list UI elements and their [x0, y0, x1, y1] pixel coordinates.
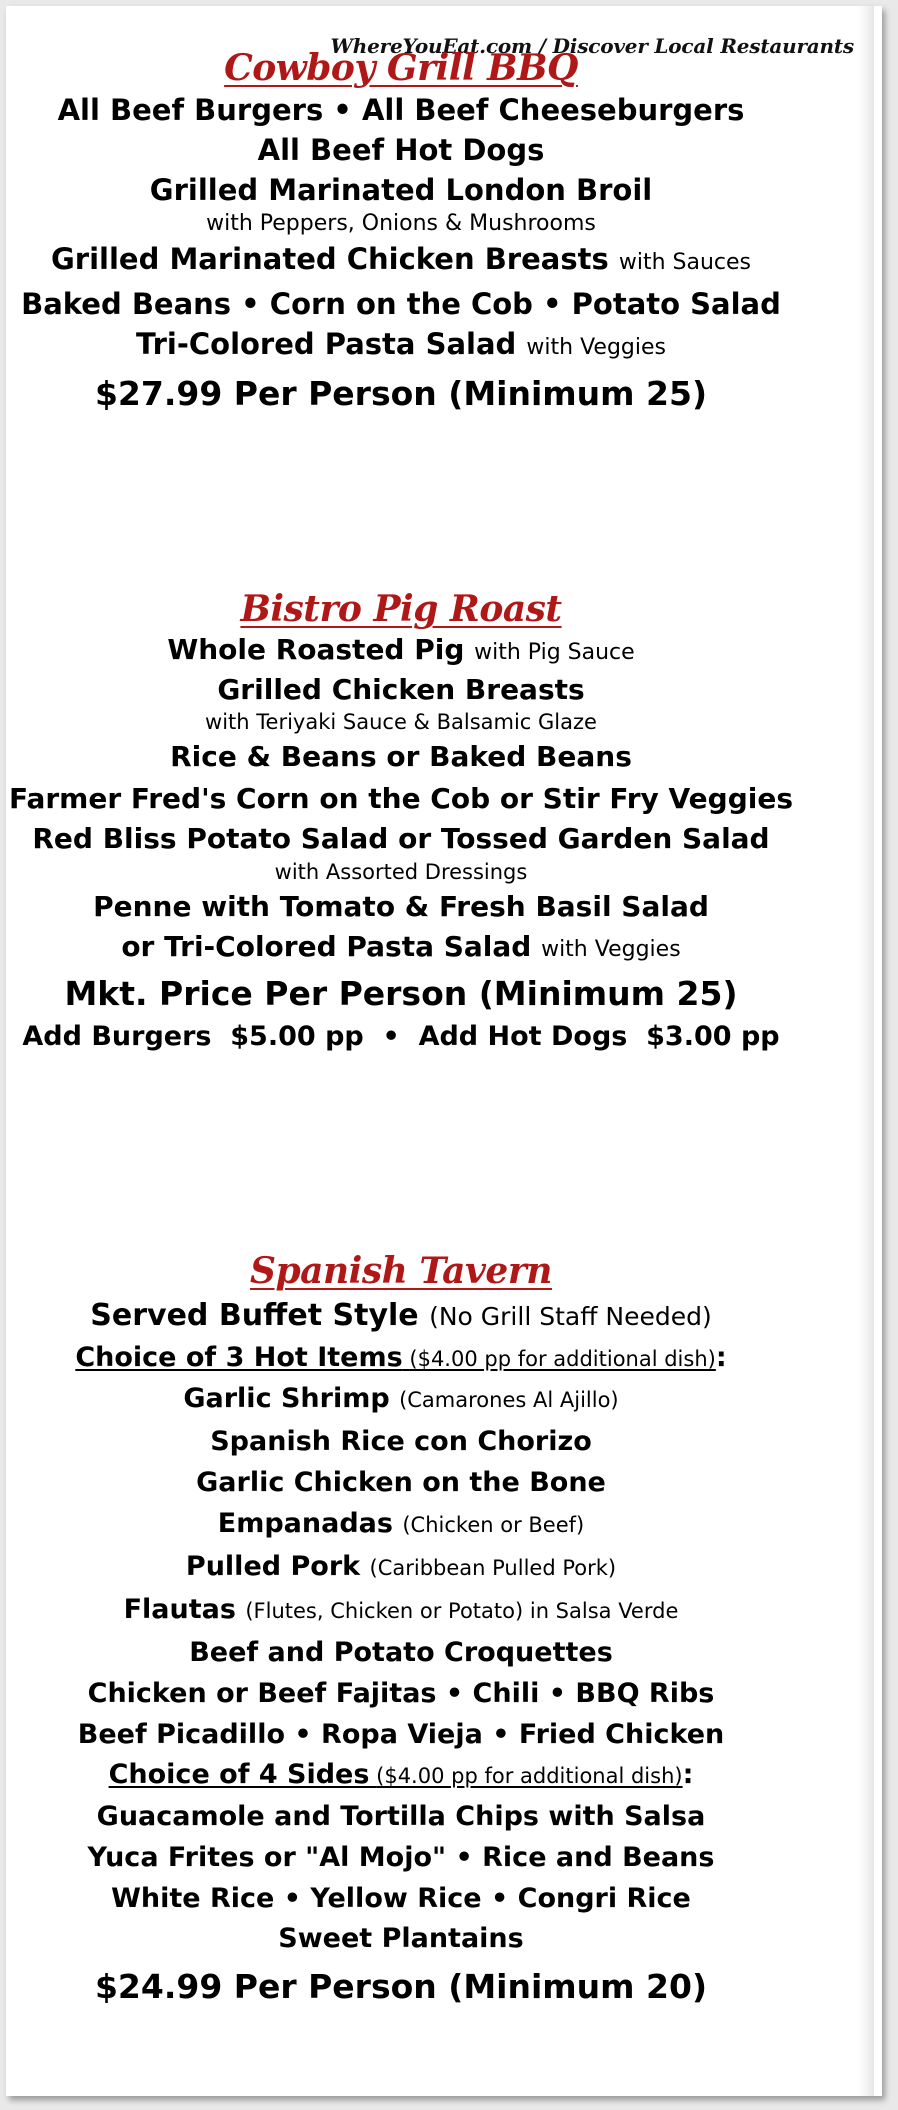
- item-name: or Tri-Colored Pasta Salad: [121, 930, 532, 963]
- item-note: with Veggies: [541, 937, 681, 962]
- item-name: Pulled Pork: [185, 1551, 361, 1582]
- menu-line: White Rice • Yellow Rice • Congri Rice: [111, 1883, 691, 1914]
- item-name: Whole Roasted Pig: [167, 633, 465, 666]
- site-watermark: WhereYouEat.com / Discover Local Restaurants: [330, 34, 854, 58]
- section-price: Mkt. Price Per Person (Minimum 25): [64, 974, 738, 1013]
- item-note: (Chicken or Beef): [402, 1513, 585, 1537]
- menu-line: [6, 1546, 796, 1589]
- menu-line: Sweet Plantains: [278, 1923, 524, 1954]
- bistro-pig-roast-section: [6, 586, 796, 1054]
- heading-note: ($4.00 pp for additional dish): [376, 1764, 683, 1788]
- menu-line: All Beef Burgers • All Beef Cheeseburgers: [57, 93, 745, 127]
- menu-line: All Beef Hot Dogs: [257, 133, 545, 167]
- menu-line: Guacamole and Tortilla Chips with Salsa: [96, 1801, 706, 1832]
- heading-note: ($4.00 pp for additional dish): [409, 1347, 716, 1371]
- heading-text: Choice of 4 Sides: [108, 1759, 370, 1790]
- cowboy-grill-section: [6, 46, 796, 420]
- item-name: Flautas: [123, 1594, 236, 1625]
- menu-line: Grilled Chicken Breasts: [217, 673, 585, 706]
- menu-line: [6, 1378, 796, 1421]
- item-note: (No Grill Staff Needed): [429, 1302, 712, 1331]
- menu-line: [6, 238, 796, 284]
- menu-line: [6, 1294, 796, 1339]
- item-note: with Sauces: [618, 250, 751, 275]
- item-name: Empanadas: [217, 1508, 393, 1539]
- item-note: (Camarones Al Ajillo): [399, 1388, 619, 1412]
- item-name: Grilled Marinated Chicken Breasts: [51, 242, 609, 276]
- item-name: Garlic Shrimp: [183, 1383, 390, 1414]
- section-price: $27.99 Per Person (Minimum 25): [94, 374, 708, 413]
- menu-line: [6, 632, 796, 671]
- menu-line: Baked Beans • Corn on the Cob • Potato Salad: [21, 287, 781, 321]
- section-title: Cowboy Grill BBQ: [224, 47, 578, 89]
- menu-line: [6, 1503, 796, 1546]
- spanish-tavern-section: [6, 1248, 796, 2015]
- menu-page: [6, 6, 882, 2096]
- menu-line: Spanish Rice con Chorizo: [210, 1426, 592, 1457]
- menu-line: [6, 929, 796, 968]
- menu-line: Yuca Frites or "Al Mojo" • Rice and Beans: [87, 1842, 715, 1873]
- item-note: (Flutes, Chicken or Potato) in Salsa Verde: [245, 1599, 679, 1623]
- menu-line: Rice & Beans or Baked Beans: [170, 740, 632, 773]
- menu-subline: with Teriyaki Sauce & Balsamic Glaze: [205, 710, 597, 734]
- menu-line: [6, 324, 796, 368]
- menu-line: Beef and Potato Croquettes: [189, 1637, 613, 1668]
- section-title: Spanish Tavern: [250, 1250, 552, 1292]
- heading-text: Choice of 3 Hot Items: [75, 1342, 403, 1373]
- menu-line: Grilled Marinated London Broil: [149, 173, 653, 207]
- item-name: Served Buffet Style: [90, 1298, 419, 1333]
- item-note: (Caribbean Pulled Pork): [369, 1556, 617, 1580]
- item-note: with Pig Sauce: [474, 640, 635, 665]
- sides-heading: [6, 1755, 796, 1796]
- menu-line: Garlic Chicken on the Bone: [196, 1467, 606, 1498]
- menu-line: Penne with Tomato & Fresh Basil Salad: [93, 890, 709, 923]
- menu-subline: with Peppers, Onions & Mushrooms: [206, 211, 596, 236]
- page-edge: [858, 6, 874, 2096]
- item-name: Tri-Colored Pasta Salad: [135, 327, 517, 361]
- item-note: with Veggies: [526, 335, 667, 360]
- menu-line: Farmer Fred's Corn on the Cob or Stir Fry Veggies: [8, 782, 793, 815]
- heading-colon: :: [682, 1759, 694, 1790]
- menu-subline: with Assorted Dressings: [274, 860, 528, 884]
- addons-line: Add Burgers $5.00 pp • Add Hot Dogs $3.00 pp: [22, 1021, 780, 1052]
- menu-line: Chicken or Beef Fajitas • Chili • BBQ Ribs: [87, 1678, 715, 1709]
- section-price: $24.99 Per Person (Minimum 20): [94, 1967, 708, 2006]
- menu-line: [6, 1589, 796, 1632]
- menu-line: Red Bliss Potato Salad or Tossed Garden Salad: [32, 822, 770, 855]
- menu-line: Beef Picadillo • Ropa Vieja • Fried Chicken: [77, 1719, 725, 1750]
- section-title: Bistro Pig Roast: [240, 588, 562, 630]
- hot-items-heading: [6, 1339, 796, 1378]
- heading-colon: :: [715, 1342, 727, 1373]
